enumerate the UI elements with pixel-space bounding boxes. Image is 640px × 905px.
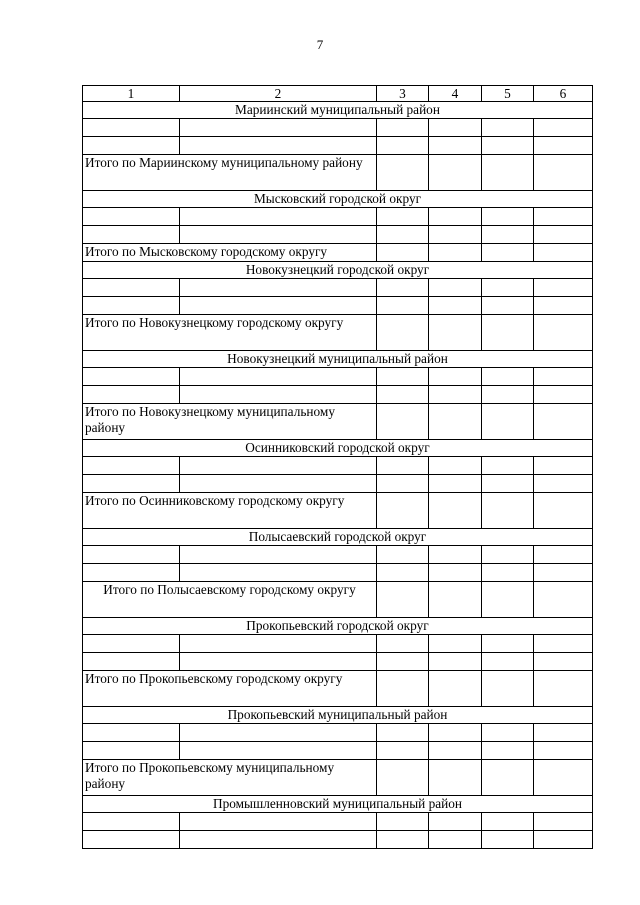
header-cell: 4: [429, 86, 482, 102]
section-title-row: [83, 440, 593, 457]
empty-cell: [83, 546, 180, 564]
empty-cell: [429, 724, 482, 742]
empty-row: [83, 208, 593, 226]
total-value-cell: [534, 582, 593, 618]
empty-cell: [482, 457, 534, 475]
empty-cell: [180, 742, 377, 760]
empty-cell: [377, 137, 429, 155]
empty-cell: [429, 119, 482, 137]
empty-cell: [534, 564, 593, 582]
empty-cell: [482, 635, 534, 653]
section-title-row: [83, 102, 593, 119]
empty-row: [83, 137, 593, 155]
empty-cell: [429, 813, 482, 831]
empty-row: [83, 475, 593, 493]
empty-cell: [83, 831, 180, 849]
empty-cell: [429, 137, 482, 155]
empty-cell: [377, 724, 429, 742]
empty-cell: [180, 297, 377, 315]
total-value-cell: [429, 244, 482, 262]
empty-cell: [377, 208, 429, 226]
empty-cell: [482, 279, 534, 297]
header-cell: 2: [180, 86, 377, 102]
empty-cell: [482, 226, 534, 244]
empty-cell: [180, 653, 377, 671]
empty-cell: [482, 813, 534, 831]
empty-cell: [482, 386, 534, 404]
total-value-cell: [482, 155, 534, 191]
empty-cell: [180, 208, 377, 226]
total-value-cell: [534, 671, 593, 707]
empty-cell: [83, 564, 180, 582]
total-value-cell: [429, 315, 482, 351]
empty-cell: [534, 475, 593, 493]
empty-cell: [180, 137, 377, 155]
empty-cell: [534, 137, 593, 155]
empty-row: [83, 386, 593, 404]
total-value-cell: [534, 493, 593, 529]
empty-cell: [429, 635, 482, 653]
empty-cell: [482, 137, 534, 155]
empty-cell: [180, 475, 377, 493]
empty-cell: [377, 564, 429, 582]
empty-cell: [482, 546, 534, 564]
empty-cell: [83, 475, 180, 493]
total-row: [83, 155, 593, 191]
empty-cell: [180, 635, 377, 653]
empty-row: [83, 831, 593, 849]
total-value-cell: [534, 404, 593, 440]
total-label: Итого по Новокузнецкому городскому округу: [83, 315, 377, 351]
empty-cell: [180, 546, 377, 564]
empty-cell: [83, 208, 180, 226]
total-value-cell: [534, 244, 593, 262]
total-row: [83, 760, 593, 796]
empty-row: [83, 457, 593, 475]
empty-cell: [534, 831, 593, 849]
section-title: Новокузнецкий муниципальный район: [83, 351, 593, 368]
empty-cell: [534, 279, 593, 297]
empty-row: [83, 653, 593, 671]
total-value-cell: [534, 760, 593, 796]
empty-cell: [534, 226, 593, 244]
empty-cell: [83, 457, 180, 475]
section-title-row: [83, 351, 593, 368]
section-title: Осинниковский городской округ: [83, 440, 593, 457]
empty-cell: [534, 119, 593, 137]
total-value-cell: [482, 582, 534, 618]
empty-cell: [429, 386, 482, 404]
empty-cell: [534, 546, 593, 564]
total-value-cell: [377, 155, 429, 191]
empty-cell: [429, 368, 482, 386]
empty-cell: [83, 724, 180, 742]
empty-cell: [534, 208, 593, 226]
empty-cell: [180, 831, 377, 849]
empty-row: [83, 635, 593, 653]
empty-cell: [180, 724, 377, 742]
empty-cell: [377, 368, 429, 386]
empty-cell: [377, 635, 429, 653]
total-value-cell: [534, 155, 593, 191]
empty-cell: [377, 813, 429, 831]
empty-cell: [482, 724, 534, 742]
section-title: Новокузнецкий городской округ: [83, 262, 593, 279]
empty-cell: [429, 742, 482, 760]
section-title: Прокопьевский муниципальный район: [83, 707, 593, 724]
total-row: [83, 244, 593, 262]
total-value-cell: [377, 493, 429, 529]
empty-cell: [429, 208, 482, 226]
empty-cell: [429, 279, 482, 297]
report-table: [82, 85, 593, 849]
empty-cell: [482, 742, 534, 760]
total-value-cell: [429, 493, 482, 529]
empty-cell: [482, 564, 534, 582]
empty-cell: [534, 386, 593, 404]
total-value-cell: [377, 244, 429, 262]
empty-row: [83, 546, 593, 564]
section-title-row: [83, 707, 593, 724]
header-cell: 1: [83, 86, 180, 102]
empty-row: [83, 742, 593, 760]
empty-cell: [377, 742, 429, 760]
total-value-cell: [482, 493, 534, 529]
section-title-row: [83, 796, 593, 813]
total-value-cell: [377, 760, 429, 796]
empty-cell: [377, 546, 429, 564]
empty-cell: [83, 226, 180, 244]
empty-row: [83, 297, 593, 315]
empty-cell: [180, 279, 377, 297]
empty-row: [83, 226, 593, 244]
total-label: Итого по Прокопьевскому муниципальному району: [83, 760, 377, 796]
empty-cell: [83, 653, 180, 671]
header-cell: 3: [377, 86, 429, 102]
total-value-cell: [429, 155, 482, 191]
total-value-cell: [482, 404, 534, 440]
empty-cell: [377, 386, 429, 404]
empty-cell: [83, 813, 180, 831]
empty-cell: [180, 386, 377, 404]
total-value-cell: [377, 671, 429, 707]
total-label: Итого по Осинниковскому городскому округу: [83, 493, 377, 529]
empty-cell: [377, 226, 429, 244]
empty-cell: [180, 813, 377, 831]
empty-cell: [377, 119, 429, 137]
total-value-cell: [377, 404, 429, 440]
empty-row: [83, 813, 593, 831]
empty-cell: [534, 297, 593, 315]
header-cell: 5: [482, 86, 534, 102]
total-row: [83, 493, 593, 529]
empty-cell: [83, 297, 180, 315]
total-label: Итого по Полысаевскому городскому округу: [83, 582, 377, 618]
empty-cell: [429, 564, 482, 582]
total-value-cell: [429, 582, 482, 618]
total-label: Итого по Новокузнецкому муниципальному району: [83, 404, 377, 440]
header-cell: 6: [534, 86, 593, 102]
empty-row: [83, 724, 593, 742]
empty-cell: [534, 457, 593, 475]
empty-cell: [180, 368, 377, 386]
total-row: [83, 315, 593, 351]
total-value-cell: [377, 582, 429, 618]
empty-cell: [534, 742, 593, 760]
empty-cell: [180, 457, 377, 475]
section-title: Промышленновский муниципальный район: [83, 796, 593, 813]
empty-cell: [482, 653, 534, 671]
empty-cell: [83, 386, 180, 404]
empty-cell: [534, 635, 593, 653]
empty-cell: [83, 137, 180, 155]
total-value-cell: [429, 671, 482, 707]
total-label: Итого по Мариинскому муниципальному району: [83, 155, 377, 191]
empty-cell: [534, 813, 593, 831]
empty-cell: [377, 831, 429, 849]
page-number: 7: [316, 37, 324, 52]
empty-cell: [534, 724, 593, 742]
section-title: Мысковский городской округ: [83, 191, 593, 208]
section-title-row: [83, 262, 593, 279]
empty-cell: [429, 297, 482, 315]
total-label: Итого по Прокопьевскому городскому округу: [83, 671, 377, 707]
empty-cell: [534, 368, 593, 386]
empty-row: [83, 368, 593, 386]
empty-cell: [180, 226, 377, 244]
empty-cell: [377, 653, 429, 671]
empty-cell: [482, 368, 534, 386]
section-title: Прокопьевский городской округ: [83, 618, 593, 635]
total-value-cell: [482, 760, 534, 796]
empty-cell: [429, 475, 482, 493]
empty-cell: [83, 279, 180, 297]
empty-cell: [429, 546, 482, 564]
empty-cell: [83, 742, 180, 760]
empty-cell: [429, 831, 482, 849]
empty-cell: [83, 635, 180, 653]
empty-cell: [482, 297, 534, 315]
empty-cell: [482, 475, 534, 493]
empty-cell: [83, 119, 180, 137]
empty-cell: [482, 831, 534, 849]
total-row: [83, 582, 593, 618]
empty-cell: [429, 457, 482, 475]
total-value-cell: [429, 404, 482, 440]
empty-cell: [377, 457, 429, 475]
empty-cell: [429, 653, 482, 671]
empty-cell: [482, 208, 534, 226]
empty-cell: [180, 564, 377, 582]
section-title: Полысаевский городской округ: [83, 529, 593, 546]
section-title: Мариинский муниципальный район: [83, 102, 593, 119]
empty-cell: [377, 475, 429, 493]
total-value-cell: [534, 315, 593, 351]
section-title-row: [83, 529, 593, 546]
total-value-cell: [377, 315, 429, 351]
empty-cell: [377, 279, 429, 297]
total-value-cell: [429, 760, 482, 796]
total-row: [83, 671, 593, 707]
total-value-cell: [482, 315, 534, 351]
total-value-cell: [482, 671, 534, 707]
total-row: [83, 404, 593, 440]
empty-cell: [377, 297, 429, 315]
section-title-row: [83, 618, 593, 635]
empty-row: [83, 119, 593, 137]
header-row: [83, 86, 593, 102]
empty-row: [83, 564, 593, 582]
empty-cell: [534, 653, 593, 671]
total-label: Итого по Мысковскому городскому округу: [83, 244, 377, 262]
empty-cell: [482, 119, 534, 137]
section-title-row: [83, 191, 593, 208]
empty-cell: [83, 368, 180, 386]
empty-cell: [429, 226, 482, 244]
empty-cell: [180, 119, 377, 137]
empty-row: [83, 279, 593, 297]
total-value-cell: [482, 244, 534, 262]
